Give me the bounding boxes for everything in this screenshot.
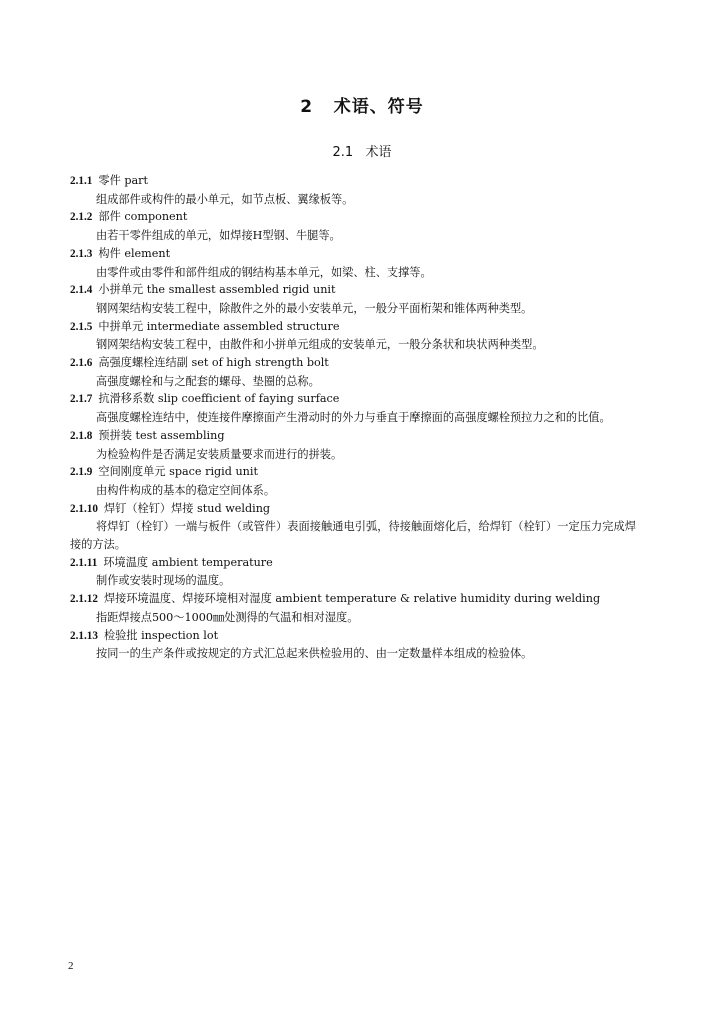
term-definition: 按同一的生产条件或按规定的方式汇总起来供检验用的、由一定数量样本组成的检验体。: [96, 647, 533, 661]
term-header: [70, 172, 636, 191]
term-chinese: 环境温度: [103, 555, 149, 569]
term-number: 2.1.7: [70, 393, 93, 406]
term-header: [70, 627, 636, 646]
term-number: 2.1.1: [70, 175, 93, 187]
term-chinese: 部件: [98, 210, 121, 224]
term-entry: [70, 318, 636, 354]
term-entry: [70, 354, 636, 390]
term-number: 2.1.8: [70, 429, 93, 442]
term-english: slip coefficient of faying surface: [157, 392, 340, 406]
term-definition: 将焊钉（栓钉）一端与板件（或管件）表面接触通电引弧，待接触面熔化后，给焊钉（栓钉）一定压力完成焊接的方法。: [70, 520, 636, 552]
term-definition: 高强度螺栓和与之配套的螺母、垫圈的总称。: [96, 374, 320, 388]
term-entry: [70, 390, 636, 426]
term-english: component: [124, 210, 188, 224]
term-chinese: 零件: [98, 174, 121, 187]
term-header: [70, 500, 636, 519]
term-definition: 高强度螺栓连结中，使连接件摩擦面产生滑动时的外力与垂直于摩擦面的高强度螺栓预拉力之和的比值。: [96, 411, 611, 425]
chapter-title: [0, 92, 724, 117]
term-chinese: 抗滑移系数: [98, 392, 155, 406]
term-entry: [70, 590, 636, 626]
term-chinese: 构件: [98, 246, 121, 260]
term-chinese: 小拼单元: [98, 283, 144, 297]
term-entry: [70, 463, 636, 499]
term-number: 2.1.4: [70, 284, 93, 297]
term-chinese: 高强度螺栓连结副: [98, 356, 188, 370]
term-definition: 为检验构件是否满足安装质量要求而进行的拼装。: [96, 447, 343, 461]
term-definition: 组成部件或构件的最小单元，如节点板、翼缘板等。: [96, 192, 354, 206]
term-number: 2.1.3: [70, 247, 93, 260]
term-entry: [70, 500, 636, 554]
term-english: test assembling: [135, 428, 225, 442]
term-english: the smallest assembled rigid unit: [146, 283, 336, 297]
term-header: [70, 463, 636, 482]
term-header: [70, 318, 636, 337]
term-definition: 制作或安装时现场的温度。: [96, 574, 231, 588]
term-definition: 由零件或由零件和部件组成的钢结构基本单元，如梁、柱、支撑等。: [96, 265, 432, 279]
term-number: 2.1.2: [70, 211, 93, 224]
term-english: set of high strength bolt: [191, 356, 329, 370]
term-number: 2.1.6: [70, 357, 93, 370]
section-title: [0, 141, 724, 160]
term-entry: [70, 554, 636, 590]
term-definition: 钢网架结构安装工程中，由散件和小拼单元组成的安装单元，一般分条状和块状两种类型。: [96, 338, 544, 352]
term-chinese: 检验批: [103, 628, 138, 642]
term-header: [70, 427, 636, 446]
term-header: [70, 354, 636, 373]
chapter-heading: 术语、符号: [333, 97, 424, 117]
term-header: [70, 281, 636, 300]
term-entry: [70, 281, 636, 317]
term-entry: [70, 245, 636, 281]
term-number: 2.1.10: [70, 502, 98, 515]
term-header: [70, 208, 636, 227]
term-header: [70, 554, 636, 573]
term-definition: 钢网架结构安装工程中，除散件之外的最小安装单元，一般分平面桁架和锥体两种类型。: [96, 301, 533, 315]
term-chinese: 焊钉（栓钉）焊接: [103, 501, 194, 515]
term-english: ambient temperature & relative humidity during welding: [275, 592, 601, 606]
terms-list: [70, 172, 636, 663]
term-chinese: 焊接环境温度、焊接环境相对湿度: [103, 592, 272, 606]
term-entry: [70, 208, 636, 244]
term-entry: [70, 627, 636, 663]
term-header: [70, 245, 636, 264]
term-entry: [70, 427, 636, 463]
term-chinese: 中拼单元: [98, 319, 144, 333]
term-definition: 由若干零件组成的单元，如焊接H型钢、牛腿等。: [96, 229, 341, 243]
term-definition: 指距焊接点500～1000㎜处测得的气温和相对湿度。: [96, 610, 359, 624]
term-header: [70, 590, 636, 609]
section-heading: 术语: [365, 145, 392, 160]
term-chinese: 预拼装: [98, 428, 132, 442]
section-number: 2.1: [332, 145, 354, 160]
term-number: 2.1.12: [70, 593, 98, 606]
term-chinese: 空间刚度单元: [98, 465, 166, 479]
term-english: ambient temperature: [151, 555, 273, 569]
term-number: 2.1.11: [70, 556, 98, 569]
term-number: 2.1.9: [70, 466, 93, 479]
term-definition: 由构件构成的基本的稳定空间体系。: [96, 483, 276, 497]
page-number: 2: [68, 960, 74, 972]
term-english: stud welding: [197, 501, 271, 515]
term-header: [70, 390, 636, 409]
term-english: part: [124, 174, 149, 187]
term-english: intermediate assembled structure: [146, 319, 340, 333]
term-entry: [70, 172, 636, 208]
chapter-number: 2: [300, 97, 314, 117]
term-english: inspection lot: [141, 628, 219, 642]
term-number: 2.1.5: [70, 320, 93, 333]
term-english: element: [124, 246, 171, 260]
term-number: 2.1.13: [70, 629, 98, 642]
term-english: space rigid unit: [169, 465, 258, 479]
